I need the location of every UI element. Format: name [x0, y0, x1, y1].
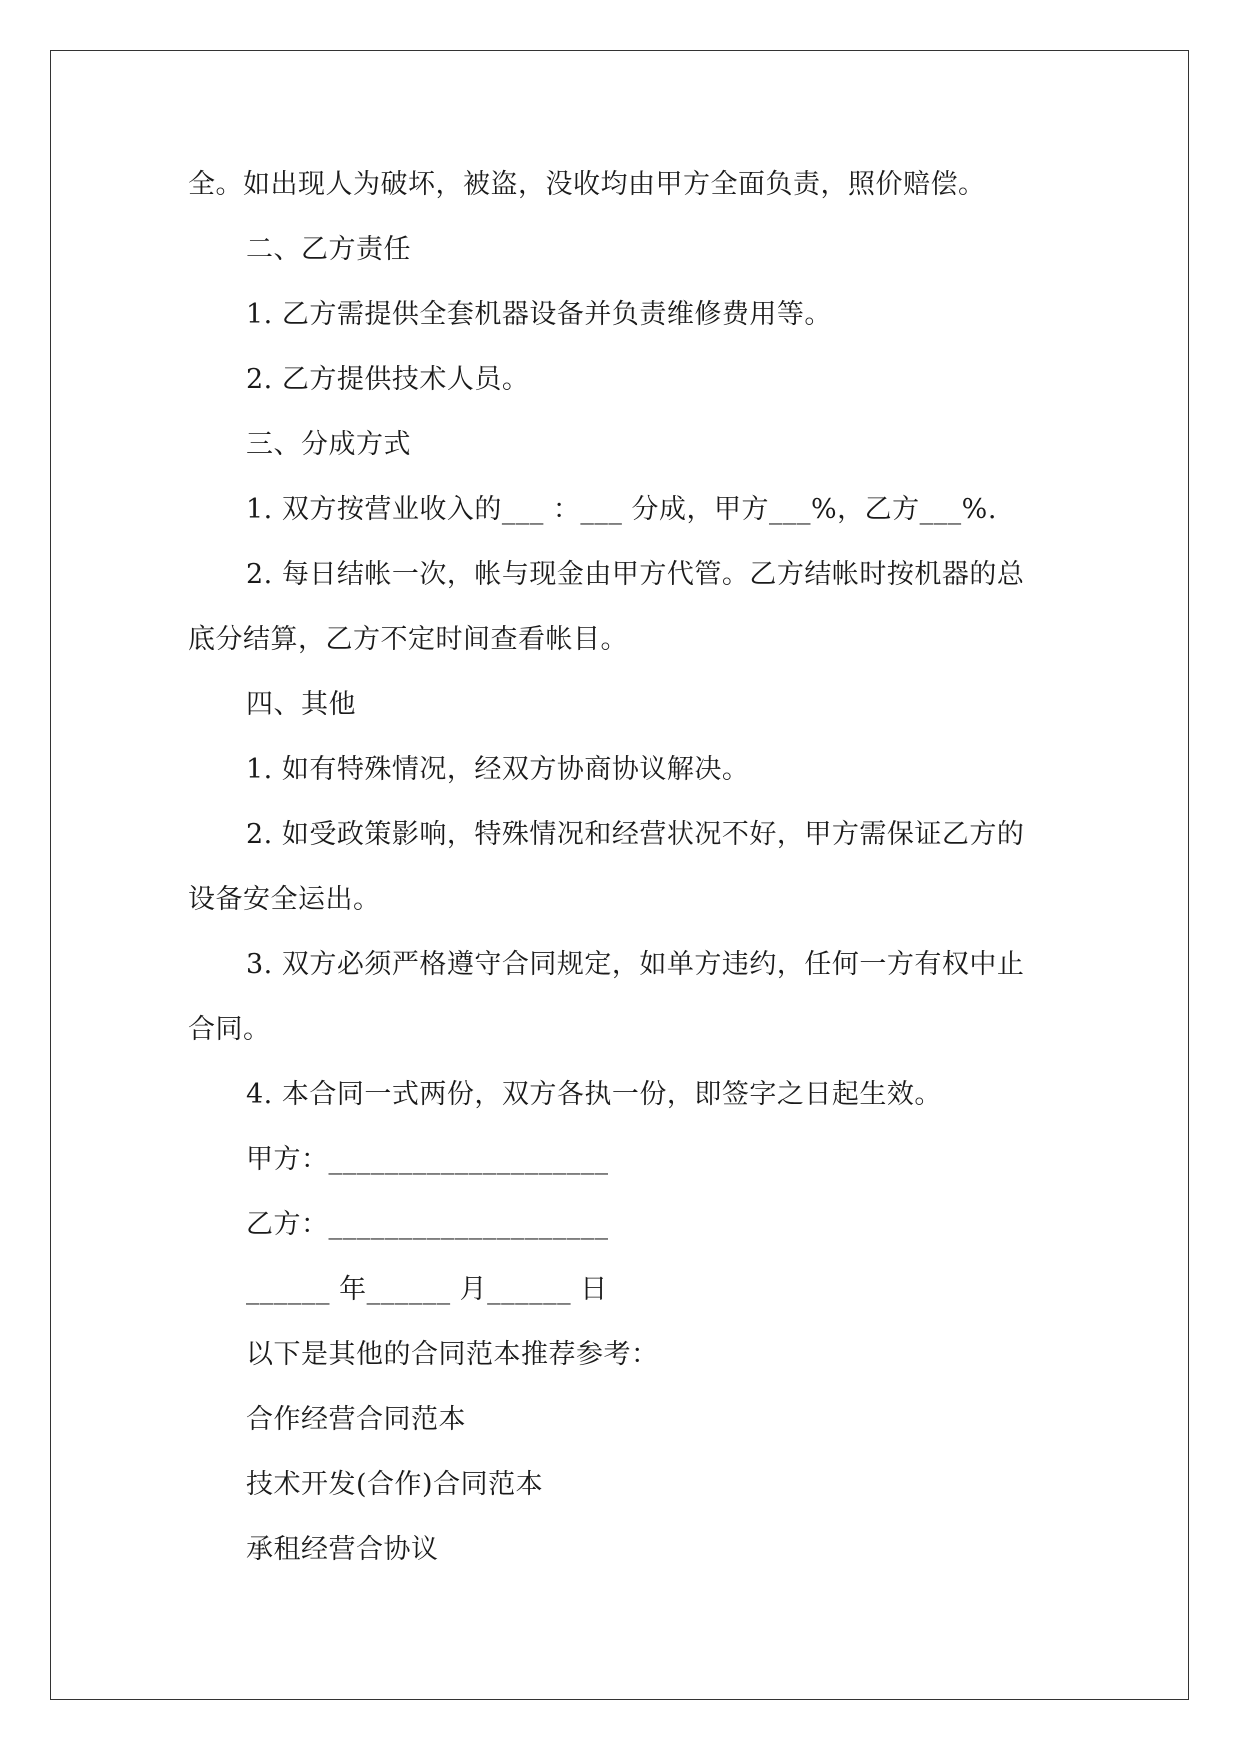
section-heading-revenue-split: 三、分成方式	[246, 429, 411, 460]
clause-line: 1. 乙方需提供全套机器设备并负责维修费用等。	[246, 299, 832, 330]
signature-party-b: 乙方：____________________	[246, 1209, 609, 1240]
clause-line: 2. 如受政策影响，特殊情况和经营状况不好，甲方需保证乙方的	[246, 819, 1025, 850]
clause-line: 4. 本合同一式两份，双方各执一份，即签字之日起生效。	[246, 1079, 942, 1110]
clause-continuation: 合同。	[188, 1014, 271, 1045]
paragraph-line: 全。如出现人为破坏，被盗，没收均由甲方全面负责，照价赔偿。	[188, 169, 986, 200]
clause-line: 1. 双方按营业收入的___ ：___ 分成，甲方___%，乙方___%.	[246, 494, 997, 525]
clause-continuation: 底分结算，乙方不定时间查看帐目。	[188, 624, 628, 655]
section-heading-party-b-duties: 二、乙方责任	[246, 234, 411, 265]
clause-line: 2. 乙方提供技术人员。	[246, 364, 530, 395]
clause-line: 3. 双方必须严格遵守合同规定，如单方违约，任何一方有权中止	[246, 949, 1025, 980]
clause-line: 1. 如有特殊情况，经双方协商协议解决。	[246, 754, 750, 785]
signature-date: ______ 年______ 月______ 日	[246, 1274, 608, 1305]
clause-continuation: 设备安全运出。	[188, 884, 381, 915]
recommendation-link[interactable]: 合作经营合同范本	[246, 1404, 466, 1435]
recommendation-link[interactable]: 承租经营合协议	[246, 1534, 439, 1565]
recommendation-link[interactable]: 技术开发(合作)合同范本	[246, 1469, 544, 1500]
document-body	[188, 152, 1058, 1582]
signature-party-a: 甲方：____________________	[246, 1144, 609, 1175]
recommendations-heading: 以下是其他的合同范本推荐参考：	[246, 1339, 659, 1370]
clause-line: 2. 每日结帐一次，帐与现金由甲方代管。乙方结帐时按机器的总	[246, 559, 1025, 590]
section-heading-other: 四、其他	[246, 689, 356, 720]
